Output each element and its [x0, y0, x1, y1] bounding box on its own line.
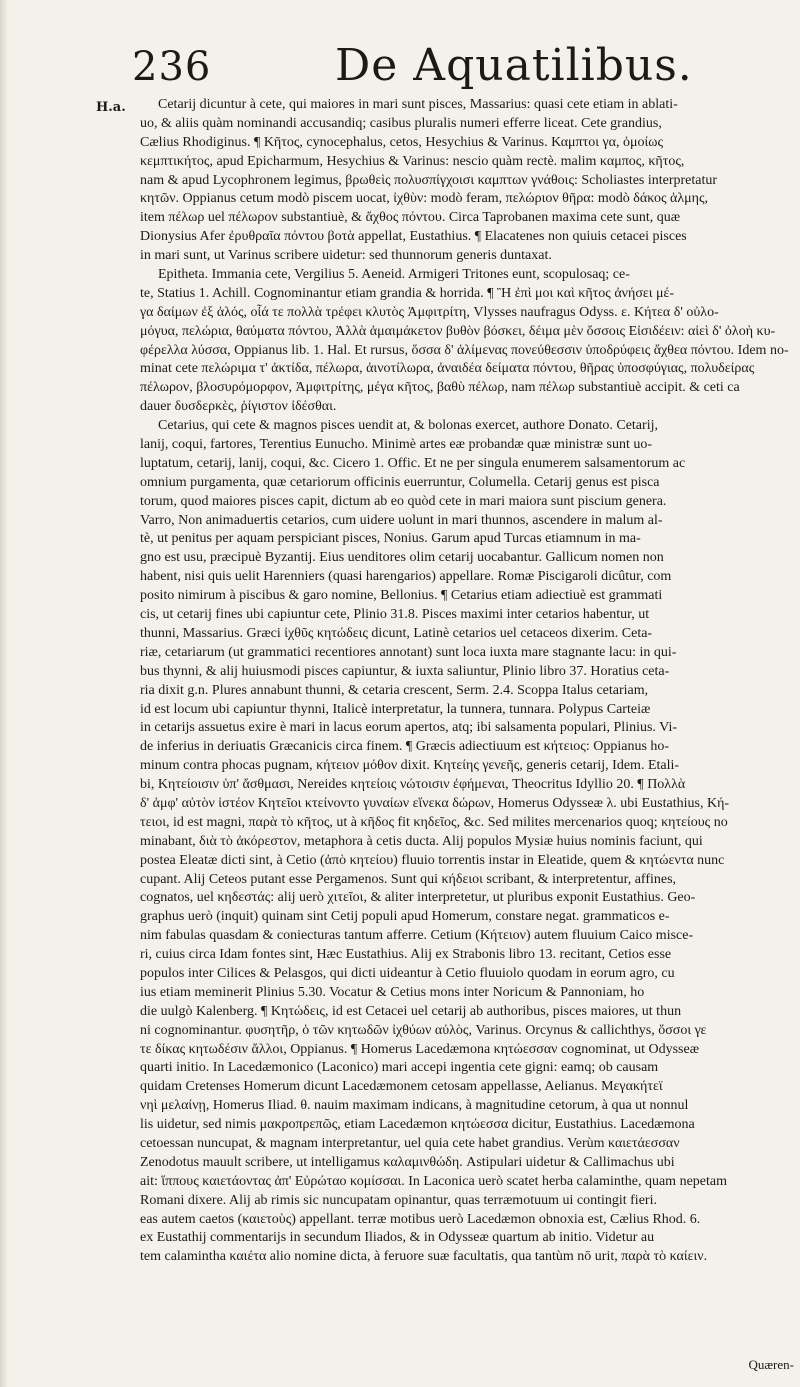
text-line: postea Eleatæ dicti sint, à Cetio (ἀπὸ κητείου) fluuio torrentis instar in Eleatide, quem & κητώεντα nunc — [140, 852, 725, 868]
text-line: quidam Cretenses Homerum dicunt Lacedæmonem cetosam appellasse, Aelianus. Μεγακήτεϊ — [140, 1079, 663, 1095]
text-line: τειοι, id est magni, παρὰ τὸ κῆτος, ut à κῆδος fit κηδεῖος, &c. Sed milites mercenarios quoq; κητείους no — [140, 814, 728, 830]
text-line: δ' ἀμφ' αὐτὸν ἱστέον Κητεῖοι κτείνοντο γυναίων εἵνεκα δώρων, Homerus Odysseæ λ. ubi Eustathius, Κή- — [140, 795, 730, 811]
text-line: Epitheta. Immania cete, Vergilius 5. Aeneid. Armigeri Tritones eunt, scopulosaq; ce- — [158, 267, 630, 283]
text-line: posito nimirum à piscibus & garo nomine, Bellonius. ¶ Cetarius etiam adiectiuè est grammati — [140, 588, 663, 604]
text-line: κεμπτικήτος, apud Epicharmum, Hesychius & Varinus: nescio quàm rectè. malim καμπος, κῆτος, — [140, 153, 685, 169]
text-line: torum, quod maiores pisces capit, dictum ab eo quòd cete in mari maiora sunt piscium genera. — [140, 493, 667, 509]
text-line: gno est usu, præcipuè Byzantij. Eius uenditores olim cetarij uocabantur. Gallicum nomen non — [140, 550, 664, 566]
text-line: te, Statius 1. Achill. Cognominantur etiam grandia & horrida. ¶ Ἢ ἐπὶ μοι καὶ κῆτος ἀνήσει μέ- — [140, 285, 675, 301]
text-line: ex Eustathij commentarijs in secundum Iliados, & in Odysseæ quartum ab initio. Videtur au — [140, 1230, 655, 1246]
page-gutter-shadow — [0, 0, 8, 1387]
text-line: minum contra phocas pugnam, κήτειον μόθον dixit. Κητείης γενεῆς, generis cetarij, Idem. Etali- — [140, 758, 680, 774]
text-line: graphus uerò (inquit) quinam sint Cetij populi apud Homerum, constare negat. grammaticos e- — [140, 909, 670, 925]
text-line: lis uidetur, sed nimis μακροπρεπῶς, etiam Lacedæmon κητώεσσα dicitur, Eustathius. Lacedæmona — [140, 1117, 695, 1133]
text-line: cognatos, uel κηδεστάς: alij uerò χιτεῖοι, & aliter interpretetur, ut pluribus exponit Eustathius. Geo- — [140, 890, 696, 906]
text-line: minat cete πελώριμα τ' ἀκτίδα, πέλωρα, ἀινοτίλωρα, ἀναιδέα δείματα πόντου, θῆρας ὑποσφύγιας, πολυδείρας — [140, 361, 755, 377]
text-line: thunni, Massarius. Græci ἰχθῦς κητώδεις dicunt, Latinè cetarios uel cetaceos dixerim. Ceta- — [140, 625, 653, 641]
text-line: Cetarij dicuntur à cete, qui maiores in mari sunt pisces, Massarius: quasi cete etiam in ablati- — [158, 97, 678, 112]
text-line: γα δαίμων ἐξ ἁλός, οἷά τε πολλὰ τρέφει κλυτὸς Ἀμφιτρίτη, Vlysses naufragus Odyss. ε. Κήτεα δ' οὐλο- — [140, 304, 719, 320]
text-line: quarti initio. In Lacedæmonico (Laconico) mari accepi ingentia cete gigni: eamq; ob causam — [140, 1060, 659, 1076]
text-line: tem calamintha καιέτα alio nomine dicta, à feruore suæ facultatis, qua tantùm nō urit, παρὰ τὸ καίειν. — [140, 1249, 708, 1265]
text-line: tè, ut penitus per aquam perspiciant pisces, Nonius. Garum apud Turcas etiamnum in ma- — [140, 531, 641, 547]
text-line: τε δίκας κητωδέσιν ἄλλοι, Oppianus. ¶ Homerus Lacedæmona κητώεσσαν cognominat, ut Odysseæ — [140, 1041, 700, 1057]
text-line: Zenodotus mauult scribere, ut intelligamus καλαμινθώδη. Astipulari uidetur & Callimachus ubi — [140, 1154, 675, 1170]
text-line: luptatum, cetarij, lanij, coqui, &c. Cicero 1. Offic. Et ne per singula enumerem salsamentorum ac — [140, 455, 686, 471]
catchword: Quæren- — [748, 1357, 794, 1372]
text-line: ria dixit g.n. Plures annabunt thunni, & cetaria crescent, Serm. 2.4. Scoppa Italus cetariam, — [140, 682, 649, 698]
text-line: in cetarijs assuetus exire è mari in lacus eorum apertos, atq; ibi salsamenta populari, Plinius. Vi- — [140, 720, 677, 736]
text-line: Cælius Rhodiginus. ¶ Κῆτος, cynocephalus, cetos, Hesychius & Varinus. Καμπτοι γα, ὁμοίως — [140, 134, 664, 150]
text-line: de inferius in deriuatis Græcanicis circa finem. ¶ Græcis adiectiuum est κήτειος: Oppianus ho- — [140, 739, 670, 755]
text-line: bi, Κητείοισιν ὑπ' ἄσθμασι, Nereides κητείοις νώτοισιν ἐφήμεναι, Theocritus Idyllio 20. ¶ Πολλὰ — [140, 777, 686, 793]
text-line: Romani dixere. Alij ab rimis sic nuncupatam opinantur, quas terræmotuum ui contingit fieri. — [140, 1192, 657, 1208]
text-line: nam & apud Lycophronem legimus, βρωθεὶς πολυσπίγχοισι καμπτων γνάθοις: Scholiastes interpretatur — [140, 172, 718, 188]
body-text — [140, 96, 796, 1381]
text-line: nim fabulas quasdam & coniecturas tantum afferre. Cetium (Κήτειον) autem fluuium Caico misce- — [140, 928, 694, 944]
text-line: habent, nisi quis uelit Harenniers (quasi harengarios) appellare. Romæ Piscigaroli dicûtur, com — [140, 569, 672, 585]
text-line: cis, ut cetarij fines ubi capiuntur cete, Plinio 31.8. Pisces maximi inter cetarios habentur, ut — [140, 607, 650, 623]
text-line: cupant. Alij Ceteos putant esse Pergamenos. Sunt qui κήδειοι scribant, & interpretentur, affines, — [140, 871, 677, 887]
text-line: ius etiam meminerit Plinius 5.30. Vocatur & Cetius mons inter Noricum & Pannoniam, ho — [140, 984, 645, 1000]
text-line: πέλωρον, βλοσυρόμορφον, Ἀμφιτρίτης, μέγα κῆτος, βαθὺ πέλωρ, nam πέλωρ substantiuè accipit. & ceti ca — [140, 380, 740, 396]
text-line: κητῶν. Oppianus cetum modò piscem uocat, ἰχθὺν: modò feram, πελώριον θῆρα: modò δάκος ἁλμης, — [140, 191, 709, 207]
text-line: cetoessan nuncupat, & magnam interpretantur, uel quia cete habet grandius. Verùm καιετάεσσαν — [140, 1135, 680, 1151]
running-head: De Aquatilibus. — [335, 40, 693, 91]
text-line: die uulgò Kalenberg. ¶ Κητώδεις, id est Cetacei uel cetarij ab authoribus, pisces maiores, ut thun — [140, 1003, 682, 1019]
text-line: dauer δυσδερκὲς, ῥίγιστον ἰδέσθαι. — [140, 399, 337, 415]
text-line: riæ, cetariarum (ut grammatici recentiores annotant) sunt loca iuxta mare stagnante lacu: in qui- — [140, 644, 677, 660]
text-line: Cetarius, qui cete & magnos pisces uendit at, & bolonas exercet, authore Donato. Cetarij, — [158, 418, 658, 434]
margin-marker: H.a. — [96, 100, 126, 115]
text-line: minabant, διὰ τὸ ἀκόρεστον, metaphora à cetis ducta. Alij populos Mysiæ huius nominis faciunt, qui — [140, 833, 703, 849]
text-line: uo, & aliis quàm nominandi accusandiq; casibus pluralis numeri efferre liceat. Cete grandius, — [140, 115, 662, 131]
text-line: lanij, coqui, fartores, Terentius Eunucho. Minimè artes eæ probandæ quæ ministræ sunt uo- — [140, 437, 653, 453]
text-line: id est locum ubi capiuntur thynni, Italicè interpretatur, la tunnera, tunnara. Polypus Carteiæ — [140, 701, 651, 717]
text-line: Varro, Non animaduertis cetarios, cum uidere uolunt in mari thunnos, ascendere in malum al- — [140, 512, 663, 528]
text-line: omnium purgamenta, quæ cetariorum officinis euerruntur, Columella. Cetarij genus est pisca — [140, 474, 660, 490]
text-line: Dionysius Afer ἐρυθραῖα πόντου βοτὰ appellat, Eustathius. ¶ Elacatenes non quiuis cetacei pisces — [140, 229, 687, 245]
text-line: populos inter Cilices & Pelasgos, qui dicti uideantur à Cetio fluuiolo quodam in eorum agro, cu — [140, 965, 675, 981]
text-line: eas autem caetos (καιετοὺς) appellant. terræ motibus uerò Lacedæmon obnoxia est, Cælius Rhod. 6. — [140, 1211, 701, 1227]
text-line: bus thynni, & alij huiusmodi pisces capiuntur, & iuxta saliuntur, Plinio libro 37. Horatius ceta- — [140, 663, 670, 679]
text-line: φέρελλα λύσσα, Oppianus lib. 1. Hal. Et rursus, ὅσσα δ' ἁλίμενας πονεύθεσσιν ὑποδρύφεις ἄχθεα πόντου. Idem no- — [140, 342, 789, 358]
text-line: in mari sunt, ut Varinus scribere uidetur: sed thunnorum generis duntaxat. — [140, 248, 552, 264]
text-line: ri, cuius circa Idam fontes sint, Hæc Eustathius. Alij ex Strabonis libro 13. recitant, Cetios esse — [140, 947, 672, 963]
text-line: ni cognominantur. φυσητῆρ, ὁ τῶν κητωδῶν ἰχθύων αὐλὸς, Varinus. Orcynus & callichthys, ὅσσοι γε — [140, 1022, 707, 1038]
text-line: ait: ἵππους καιετάοντας ἀπ' Εὐρώταο κομίσσαι. In Laconica uerò scatet herba calaminthe, quam nepetam — [140, 1173, 727, 1189]
text-line: μόγυα, πελώρια, θαύματα πόντου, Ἀλλὰ ἀμαιμάκετον βυθὸν βόσκει, δέιμα μὲν ὄσσοις Εἰσιδέειν: αἰεὶ δ' ὀλοὴ κυ- — [140, 323, 776, 339]
text-line: item πέλωρ uel πέλωρον substantiuè, & ἄχθος πόντου. Circa Taprobanen maxima cete sunt, quæ — [140, 210, 681, 226]
page-number: 236 — [132, 44, 212, 90]
text-line: νηὶ μελαίνῃ, Homerus Iliad. θ. nauim maximam indicans, à magnitudine cetorum, à qua ut nonnul — [140, 1098, 689, 1114]
